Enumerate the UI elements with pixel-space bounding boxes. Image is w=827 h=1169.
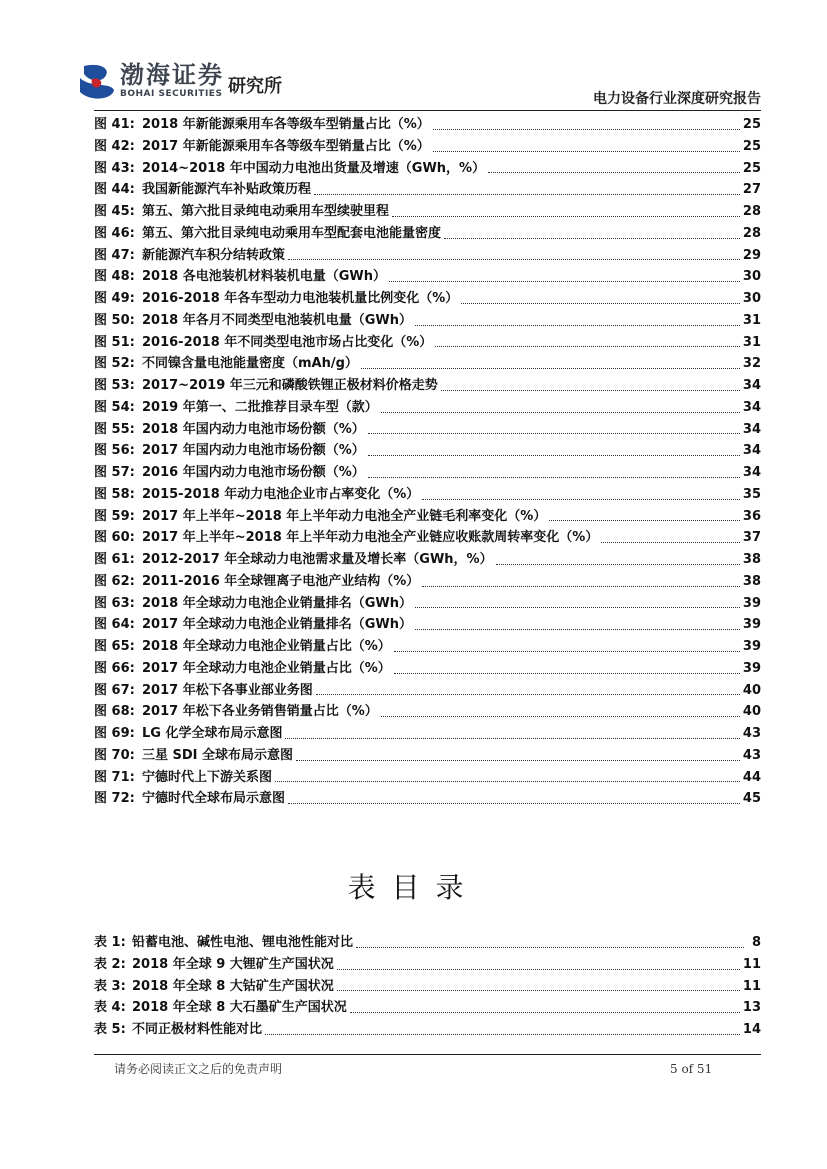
figure-entry[interactable] (94, 288, 761, 310)
entry-label: 图 54: (94, 399, 135, 415)
dot-leader (350, 1012, 740, 1013)
dot-leader (422, 586, 740, 587)
figure-entry[interactable] (94, 745, 761, 767)
entry-label: 图 47: (94, 247, 135, 263)
dot-leader (288, 803, 740, 804)
entry-page-number: 45 (742, 791, 761, 807)
entry-label: 表 1: (94, 935, 126, 950)
entry-title: 2017 年上半年~2018 年上半年动力电池全产业链应收账款周转率变化（%） (142, 530, 599, 546)
entry-page-number: 34 (742, 465, 761, 480)
entry-page-number: 35 (742, 486, 761, 502)
page-header (0, 0, 827, 112)
entry-label: 图 51: (94, 334, 135, 350)
dot-leader (389, 281, 740, 282)
entry-title: 铅蓄电池、碱性电池、锂电池性能对比 (132, 935, 354, 950)
entry-title: 2018 年各月不同类型电池装机电量（GWh） (142, 312, 412, 328)
dot-leader (285, 738, 739, 739)
dot-leader (392, 216, 740, 217)
entry-page-number: 11 (742, 956, 761, 972)
figure-entry[interactable] (94, 201, 761, 223)
institute-label: 研究所 (228, 76, 282, 97)
entry-title: 2016-2018 年各车型动力电池装机量比例变化（%） (142, 291, 459, 306)
figure-entry[interactable] (94, 332, 761, 354)
entry-label: 图 59: (94, 508, 135, 524)
entry-title: 2018 年全球 9 大锂矿生产国状况 (132, 956, 334, 972)
entry-title: 三星 SDI 全球布局示意图 (142, 747, 294, 763)
dot-leader (422, 499, 740, 500)
dot-leader (444, 238, 740, 239)
entry-label: 表 3: (94, 978, 126, 994)
entry-label: 图 48: (94, 269, 135, 285)
table-entry[interactable] (94, 997, 761, 1019)
entry-label: 表 4: (94, 1000, 126, 1016)
entry-title: 2017 年新能源乘用车各等级车型销量占比（%） (142, 138, 430, 154)
entry-title: 2017~2019 年三元和磷酸铁锂正极材料价格走势 (142, 378, 438, 393)
entry-page-number: 28 (742, 204, 761, 219)
entry-title: 2014~2018 年中国动力电池出货量及增速（GWh，%） (142, 160, 486, 176)
disclaimer-text: 请务必阅读正文之后的免责声明 (114, 1062, 283, 1076)
entry-title: 宁德时代全球布局示意图 (142, 791, 286, 807)
dot-leader (433, 151, 740, 152)
entry-label: 表 5: (94, 1022, 126, 1037)
figure-entry[interactable] (94, 723, 761, 745)
dot-leader (356, 947, 744, 948)
entry-label: 图 49: (94, 291, 135, 306)
entry-label: 图 64: (94, 617, 135, 633)
entry-title: 2018 年新能源乘用车各等级车型销量占比（%） (142, 117, 430, 132)
figure-entry[interactable] (94, 549, 761, 571)
entry-page-number: 40 (742, 682, 761, 698)
entry-title: 2017 年全球动力电池企业销量排名（GWh） (142, 617, 412, 633)
tables-section-title: 表目录 (347, 871, 480, 904)
figure-entry[interactable] (94, 593, 761, 615)
entry-title: 第五、第六批目录纯电动乘用车型配套电池能量密度 (142, 225, 442, 241)
entry-page-number: 43 (742, 726, 761, 741)
entry-page-number: 31 (742, 334, 761, 350)
entry-page-number: 36 (742, 508, 761, 524)
entry-label: 图 69: (94, 726, 135, 741)
entry-title: 2017 年全球动力电池企业销量占比（%） (142, 660, 391, 676)
bohai-securities-logo (76, 60, 236, 106)
entry-title: 2018 年国内动力电池市场份额（%） (142, 421, 365, 437)
entry-label: 图 44: (94, 182, 135, 198)
figure-entry[interactable] (94, 158, 761, 180)
brand-name-cn: 渤海证券 (120, 60, 224, 89)
entry-label: 图 55: (94, 421, 135, 437)
dot-leader (394, 673, 740, 674)
entry-label: 表 2: (94, 956, 126, 972)
figure-entry[interactable] (94, 701, 761, 723)
table-entry[interactable] (94, 976, 761, 998)
entry-page-number: 8 (751, 935, 761, 950)
entry-title: 2015-2018 年动力电池企业市占率变化（%） (142, 486, 420, 502)
dot-leader (435, 346, 740, 347)
figure-entry[interactable] (94, 266, 761, 288)
dot-leader (415, 629, 740, 630)
entry-title: 2017 年松下各事业部业务图 (142, 682, 313, 698)
dot-leader (496, 564, 740, 565)
dot-leader (381, 716, 740, 717)
entry-label: 图 70: (94, 747, 135, 763)
entry-title: 2016-2018 年不同类型电池市场占比变化（%） (142, 334, 433, 350)
dot-leader (461, 303, 740, 304)
entry-page-number: 13 (742, 1000, 761, 1016)
page-number: 5 of 51 (670, 1062, 713, 1076)
entry-title: 不同正极材料性能对比 (132, 1022, 263, 1037)
entry-label: 图 62: (94, 573, 135, 589)
figure-entry[interactable] (94, 440, 761, 462)
entry-page-number: 34 (742, 443, 761, 459)
entry-title: 2018 年全球动力电池企业销量占比（%） (142, 639, 391, 654)
entry-label: 图 43: (94, 160, 135, 176)
entry-title: 我国新能源汽车补贴政策历程 (142, 182, 312, 198)
entry-label: 图 56: (94, 443, 135, 459)
entry-title: 宁德时代上下游关系图 (142, 769, 273, 785)
figure-entry[interactable] (94, 527, 761, 549)
entry-label: 图 42: (94, 138, 135, 154)
dot-leader (368, 455, 740, 456)
dot-leader (441, 390, 740, 391)
figure-entry[interactable] (94, 658, 761, 680)
entry-title: 2017 年松下各业务销售销量占比（%） (142, 704, 378, 720)
dot-leader (337, 990, 740, 991)
entry-label: 图 46: (94, 225, 135, 241)
entry-page-number: 29 (742, 247, 761, 263)
figure-entry[interactable] (94, 310, 761, 332)
entry-page-number: 32 (742, 356, 761, 372)
entry-page-number: 38 (742, 552, 761, 567)
entry-page-number: 25 (742, 160, 761, 176)
dot-leader (368, 433, 740, 434)
figure-entry[interactable] (94, 375, 761, 397)
table-list (94, 932, 761, 1041)
entry-label: 图 45: (94, 204, 135, 219)
table-entry[interactable] (94, 932, 761, 954)
entry-page-number: 11 (742, 978, 761, 994)
report-type-label: 电力设备行业深度研究报告 (593, 91, 761, 107)
entry-label: 图 67: (94, 682, 135, 698)
entry-title: 2011-2016 年全球锂离子电池产业结构（%） (142, 573, 420, 589)
entry-page-number: 30 (742, 291, 761, 306)
figure-entry[interactable] (94, 571, 761, 593)
entry-page-number: 31 (742, 312, 761, 328)
entry-label: 图 60: (94, 530, 135, 546)
entry-page-number: 37 (742, 530, 761, 546)
dot-leader (433, 129, 740, 130)
figure-entry[interactable] (94, 462, 761, 484)
figure-entry[interactable] (94, 245, 761, 267)
entry-page-number: 40 (742, 704, 761, 720)
entry-page-number: 30 (742, 269, 761, 285)
entry-page-number: 34 (742, 421, 761, 437)
entry-page-number: 39 (742, 595, 761, 611)
entry-page-number: 25 (742, 117, 761, 132)
dot-leader (314, 194, 740, 195)
figure-list (94, 114, 761, 810)
entry-label: 图 53: (94, 378, 135, 393)
brand-name-en: BOHAI SECURITIES (120, 89, 223, 99)
figure-entry[interactable] (94, 767, 761, 789)
entry-page-number: 25 (742, 138, 761, 154)
figure-entry[interactable] (94, 397, 761, 419)
dot-leader (361, 368, 740, 369)
entry-label: 图 65: (94, 639, 135, 654)
dot-leader (415, 325, 740, 326)
entry-title: 2018 年全球 8 大钴矿生产国状况 (132, 978, 334, 994)
entry-title: 2018 年全球动力电池企业销量排名（GWh） (142, 595, 412, 611)
dot-leader (601, 542, 740, 543)
dot-leader (296, 760, 740, 761)
dot-leader (337, 969, 740, 970)
entry-title: 2016 年国内动力电池市场份额（%） (142, 465, 365, 480)
table-entry[interactable] (94, 954, 761, 976)
entry-title: 2017 年上半年~2018 年上半年动力电池全产业链毛利率变化（%） (142, 508, 547, 524)
figure-entry[interactable] (94, 788, 761, 810)
entry-title: 新能源汽车积分结转政策 (142, 247, 286, 263)
entry-title: 2019 年第一、二批推荐目录车型（款） (142, 399, 378, 415)
dot-leader (415, 607, 740, 608)
entry-page-number: 34 (742, 378, 761, 393)
entry-label: 图 63: (94, 595, 135, 611)
entry-page-number: 43 (742, 747, 761, 763)
dot-leader (488, 172, 740, 173)
figure-entry[interactable] (94, 484, 761, 506)
entry-title: 第五、第六批目录纯电动乘用车型续驶里程 (142, 204, 390, 219)
entry-title: 不同镍含量电池能量密度（mAh/g） (142, 356, 358, 372)
entry-page-number: 39 (742, 660, 761, 676)
entry-label: 图 58: (94, 486, 135, 502)
dot-leader (265, 1034, 740, 1035)
entry-title: 2018 各电池装机材料装机电量（GWh） (142, 269, 386, 285)
dot-leader (549, 520, 740, 521)
figure-entry[interactable] (94, 680, 761, 702)
table-entry[interactable] (94, 1019, 761, 1041)
figure-entry[interactable] (94, 614, 761, 636)
entry-page-number: 38 (742, 573, 761, 589)
entry-page-number: 39 (742, 617, 761, 633)
figure-entry[interactable] (94, 114, 761, 136)
entry-label: 图 57: (94, 465, 135, 480)
entry-title: 2018 年全球 8 大石墨矿生产国状况 (132, 1000, 347, 1016)
figure-entry[interactable] (94, 223, 761, 245)
dot-leader (394, 651, 740, 652)
dot-leader (368, 477, 740, 478)
figure-entry[interactable] (94, 636, 761, 658)
header-divider (94, 110, 761, 111)
footer-divider (94, 1054, 761, 1055)
entry-label: 图 68: (94, 704, 135, 720)
entry-page-number: 28 (742, 225, 761, 241)
entry-label: 图 72: (94, 791, 135, 807)
entry-page-number: 27 (742, 182, 761, 198)
entry-label: 图 66: (94, 660, 135, 676)
entry-label: 图 52: (94, 356, 135, 372)
entry-label: 图 50: (94, 312, 135, 328)
dot-leader (275, 781, 740, 782)
entry-title: 2017 年国内动力电池市场份额（%） (142, 443, 365, 459)
entry-label: 图 61: (94, 552, 135, 567)
entry-page-number: 39 (742, 639, 761, 654)
entry-page-number: 14 (742, 1022, 761, 1037)
entry-label: 图 71: (94, 769, 135, 785)
figure-entry[interactable] (94, 506, 761, 528)
figure-entry[interactable] (94, 419, 761, 441)
entry-page-number: 34 (742, 399, 761, 415)
entry-label: 图 41: (94, 117, 135, 132)
entry-title: LG 化学全球布局示意图 (142, 726, 283, 741)
figure-entry[interactable] (94, 179, 761, 201)
entry-page-number: 44 (742, 769, 761, 785)
entry-title: 2012-2017 年全球动力电池需求量及增长率（GWh，%） (142, 552, 493, 567)
figure-entry[interactable] (94, 353, 761, 375)
bohai-logo-icon (76, 60, 118, 102)
figure-entry[interactable] (94, 136, 761, 158)
dot-leader (288, 259, 740, 260)
dot-leader (316, 694, 740, 695)
dot-leader (381, 412, 740, 413)
